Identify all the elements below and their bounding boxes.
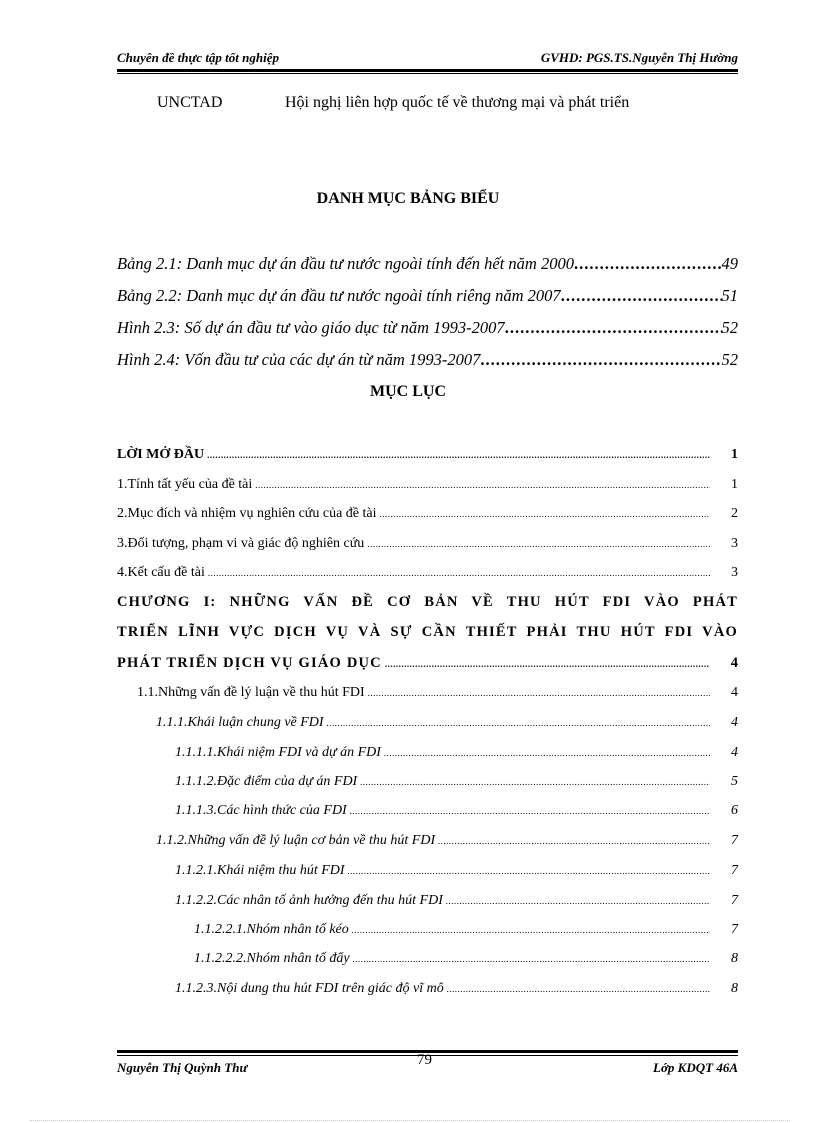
footer-author: Nguyễn Thị Quỳnh Thư — [117, 1060, 248, 1075]
leader-dots — [327, 718, 710, 728]
toc-entry-page: 4 — [731, 715, 738, 730]
table-entry — [117, 254, 738, 278]
toc-entry-text: 1.1.1.2.Đặc điểm của dự án FDI — [175, 774, 358, 789]
toc-entry — [117, 477, 738, 499]
toc-entry-page: 3 — [731, 536, 738, 551]
toc-entry-page: 4 — [730, 655, 738, 671]
toc-entry-page: 7 — [731, 863, 738, 878]
toc-title: MỤC LỤC — [370, 383, 446, 400]
leader-dots — [385, 659, 710, 669]
toc-entry — [175, 774, 738, 796]
toc-entry — [156, 715, 738, 737]
leader-dots — [447, 984, 710, 994]
toc-entry-text: 2.Mục đích và nhiệm vụ nghiên cứu của đề tài — [117, 506, 377, 521]
toc-entry — [137, 685, 738, 707]
footer-page-number: 79 — [417, 1052, 432, 1068]
table-entry-text: Bảng 2.1: Danh mục dự án đầu tư nước ngoài tính đến hết năm 2000 — [117, 254, 574, 273]
toc-entry-page: 7 — [731, 922, 738, 937]
leader-dots — [348, 866, 710, 876]
header-right: GVHD: PGS.TS.Nguyễn Thị Hường — [540, 50, 738, 65]
figure-entry-page: 52 — [721, 318, 738, 337]
toc-entry — [156, 833, 738, 855]
toc-entry — [117, 506, 738, 528]
leader-dots — [561, 286, 722, 306]
leader-dots — [480, 350, 721, 370]
leader-dots — [367, 539, 710, 549]
toc-entry-page: 4 — [731, 685, 738, 700]
toc-entry-page: 8 — [731, 951, 738, 966]
table-entry-page: 49 — [721, 254, 738, 273]
toc-entry — [117, 565, 738, 587]
abbreviation-value: Hội nghị liên hợp quốc tế về thương mại và phát triển — [285, 94, 630, 111]
leader-dots — [438, 836, 710, 846]
leader-dots — [446, 896, 710, 906]
leader-dots — [350, 806, 710, 816]
toc-entry-page: 1 — [731, 477, 738, 492]
toc-entry-text: 1.1.2.3.Nội dung thu hút FDI trên giác độ vĩ mô — [175, 981, 444, 996]
toc-entry-text: 3.Đối tượng, phạm vi và giác độ nghiên cứu — [117, 536, 365, 551]
toc-entry-page: 8 — [731, 981, 738, 996]
toc-entry-page: 1 — [731, 447, 738, 462]
table-entry-text: Bảng 2.2: Danh mục dự án đầu tư nước ngoài tính riêng năm 2007 — [117, 286, 561, 305]
abbreviation-key: UNCTAD — [157, 94, 223, 111]
toc-entry — [175, 981, 738, 1003]
leader-dots — [208, 568, 710, 578]
leader-dots — [505, 318, 722, 338]
toc-entry — [194, 922, 738, 944]
toc-entry-page: 7 — [731, 833, 738, 848]
table-entry — [117, 286, 738, 310]
toc-entry-text: 1.1.2.2.Các nhân tố ảnh hưởng đến thu hút FDI — [175, 893, 443, 908]
toc-entry-page: 5 — [731, 774, 738, 789]
toc-entry-text: 1.1.1.1.Khái niệm FDI và dự án FDI — [175, 745, 381, 760]
toc-entry — [175, 745, 738, 767]
figure-entry — [117, 350, 738, 374]
footer-class: Lớp KDQT 46A — [653, 1060, 738, 1075]
page-footer — [117, 1052, 738, 1080]
figure-entry-page: 52 — [721, 350, 738, 369]
leader-dots — [574, 254, 722, 274]
page-header — [117, 48, 738, 70]
figure-entry-text: Hình 2.4: Vốn đầu tư của các dự án từ năm 1993-2007 — [117, 350, 481, 369]
toc-entry — [175, 863, 738, 885]
toc-entry — [117, 536, 738, 558]
figure-entry — [117, 318, 738, 342]
header-left: Chuyên đề thực tập tốt nghiệp — [117, 50, 279, 65]
leader-dots — [380, 509, 710, 519]
toc-entry-text: 1.1.2.1.Khái niệm thu hút FDI — [175, 863, 345, 878]
toc-entry-text: PHÁT TRIỂN DỊCH VỤ GIÁO DỤC — [117, 655, 382, 671]
leader-dots — [360, 777, 710, 787]
toc-entry-page: 3 — [731, 565, 738, 580]
toc-entry — [175, 803, 738, 825]
chapter-heading-line-3 — [117, 655, 738, 677]
header-rule-thick — [117, 69, 738, 72]
leader-dots — [384, 748, 710, 758]
chapter-heading-line-1: CHƯƠNG I: NHỮNG VẤN ĐỀ CƠ BẢN VỀ THU HÚT FDI VÀO PHÁT — [117, 594, 738, 610]
tables-title: DANH MỤC BẢNG BIỂU — [316, 190, 500, 207]
toc-entry-page: 2 — [731, 506, 738, 521]
toc-entry-text: 1.1.2.Những vấn đề lý luận cơ bản về thu hút FDI — [156, 833, 436, 848]
toc-entry — [194, 951, 738, 973]
toc-entry-text: 1.1.2.2.2.Nhóm nhân tố đẩy — [194, 951, 350, 966]
page-edge-divider — [30, 1120, 790, 1121]
leader-dots — [368, 688, 710, 698]
toc-entry-page: 4 — [731, 745, 738, 760]
table-entry-page: 51 — [721, 286, 738, 305]
toc-entry-text: 1.Tính tất yếu của đề tài — [117, 477, 253, 492]
toc-entry-text: 4.Kết cấu đề tài — [117, 565, 205, 580]
toc-entry — [175, 893, 738, 915]
figure-entry-text: Hình 2.3: Số dự án đầu tư vào giáo dục từ năm 1993-2007 — [117, 318, 505, 337]
header-rule-thin — [117, 73, 738, 74]
toc-entry-page: 6 — [731, 803, 738, 818]
toc-entry-text: 1.1.2.2.1.Nhóm nhân tố kéo — [194, 922, 349, 937]
leader-dots — [207, 450, 710, 460]
leader-dots — [353, 954, 710, 964]
toc-entry-text: 1.1.Những vấn đề lý luận về thu hút FDI — [137, 685, 365, 700]
leader-dots — [255, 480, 710, 490]
toc-entry-text: LỜI MỞ ĐẦU — [117, 447, 205, 462]
toc-entry — [117, 447, 738, 469]
chapter-heading-line-2: TRIỂN LĨNH VỰC DỊCH VỤ VÀ SỰ CẦN THIẾT PHẢI THU HÚT FDI VÀO — [117, 624, 738, 640]
toc-entry-text: 1.1.1.Khái luận chung về FDI — [156, 715, 324, 730]
toc-entry-page: 7 — [731, 893, 738, 908]
leader-dots — [352, 925, 710, 935]
toc-entry-text: 1.1.1.3.Các hình thức của FDI — [175, 803, 347, 818]
